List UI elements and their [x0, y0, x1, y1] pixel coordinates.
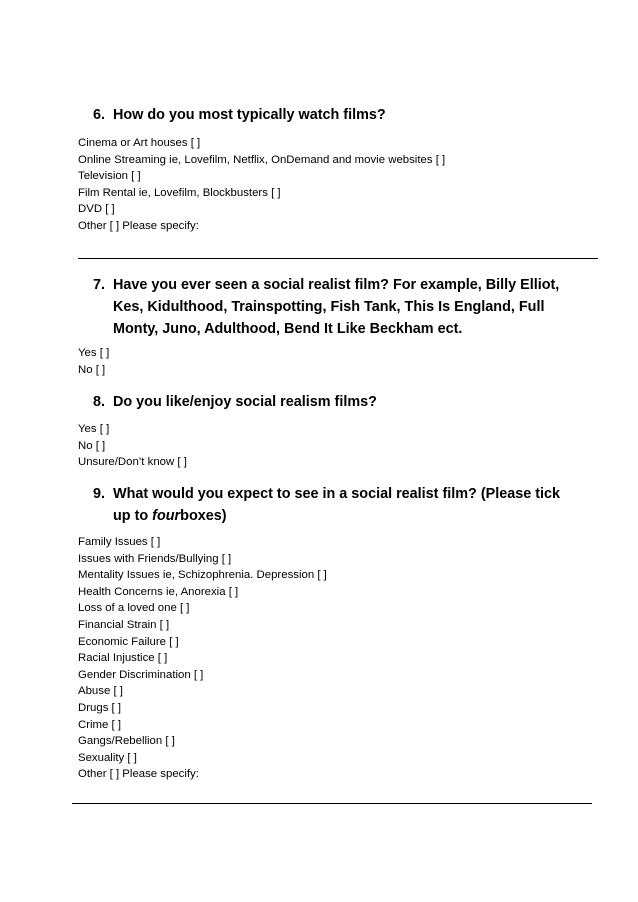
question-6-option: Online Streaming ie, Lovefilm, Netflix, OnDemand and movie websites [ ] — [78, 153, 446, 166]
question-8-heading — [93, 391, 573, 413]
question-9-option: Drugs [ ] — [78, 701, 122, 714]
question-9-number: 9. — [93, 486, 106, 502]
question-9-option: Abuse [ ] — [78, 685, 123, 698]
question-6-option: Other [ ] Please specify: — [78, 219, 199, 232]
question-9-option: Gangs/Rebellion [ ] — [78, 735, 175, 748]
question-6-option: Television [ ] — [78, 170, 141, 183]
question-8-options — [78, 421, 187, 471]
question-9-heading — [93, 483, 573, 527]
question-8-option: No [ ] — [78, 439, 106, 452]
question-7-number: 7. — [93, 277, 106, 293]
question-7-options — [78, 345, 109, 378]
question-6-option: Cinema or Art houses [ ] — [78, 137, 201, 149]
question-9-option: Sexuality [ ] — [78, 751, 137, 764]
question-9-text-start: What would you expect to see in a social realist film? (Please tick up to — [113, 486, 561, 524]
question-9-option: Issues with Friends/Bullying [ ] — [78, 552, 232, 565]
question-6-option: Film Rental ie, Lovefilm, Blockbusters [ ] — [78, 186, 281, 199]
question-9-option: Crime [ ] — [78, 718, 122, 731]
question-6-text: How do you most typically watch films? — [113, 107, 386, 123]
question-9-option: Family Issues [ ] — [78, 536, 161, 548]
question-7-option: Yes [ ] — [78, 347, 110, 359]
answer-line-q9 — [72, 803, 592, 804]
question-8-number: 8. — [93, 394, 106, 410]
question-9-options — [78, 534, 327, 783]
question-9-text — [93, 483, 573, 527]
question-9-option: Loss of a loved one [ ] — [78, 602, 190, 615]
question-9-option: Economic Failure [ ] — [78, 635, 179, 648]
question-6-options — [78, 135, 445, 235]
question-9-option: Racial Injustice [ ] — [78, 652, 168, 665]
question-8-text: Do you like/enjoy social realism films? — [113, 394, 377, 410]
question-9-emphasis: four — [152, 508, 181, 524]
question-6-number: 6. — [93, 107, 106, 123]
question-6-heading — [93, 104, 573, 126]
question-9-option: Mentality Issues ie, Schizophrenia. Depression [ ] — [78, 569, 327, 582]
question-9-option: Other [ ] Please specify: — [78, 768, 199, 781]
question-9-option: Gender Discrimination [ ] — [78, 668, 204, 681]
question-9-text-end: boxes) — [180, 508, 227, 524]
question-6-option: DVD [ ] — [78, 203, 115, 216]
question-7-option: No [ ] — [78, 363, 106, 376]
answer-line-q6 — [78, 258, 598, 259]
question-8-option: Yes [ ] — [78, 423, 110, 435]
question-7-text: Have you ever seen a social realist film? For example, Billy Elliot, Kes, Kidulthood, Trainspotting, Fish Tank, This Is England, Full Monty, Juno, Adulthood, Bend It Like Beckham ect. — [113, 277, 560, 337]
question-9-option: Health Concerns ie, Anorexia [ ] — [78, 585, 239, 598]
question-7-heading — [93, 274, 573, 340]
question-9-option: Financial Strain [ ] — [78, 618, 170, 631]
question-8-option: Unsure/Don’t know [ ] — [78, 456, 187, 469]
